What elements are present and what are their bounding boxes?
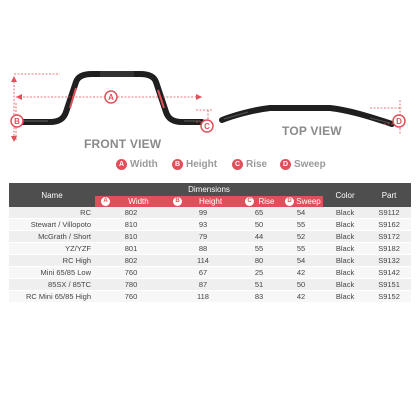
cell-name: RC <box>9 207 95 219</box>
table-row <box>9 243 411 255</box>
dimension-legend <box>0 159 420 173</box>
cell-height: 67 <box>167 267 239 279</box>
legend-badge-d: D <box>280 159 291 170</box>
subheader-label-rise: Rise <box>258 197 275 206</box>
subheader-sweep <box>279 196 323 207</box>
table-row <box>9 267 411 279</box>
marker-a <box>105 91 117 103</box>
cell-width: 802 <box>95 255 167 267</box>
cell-color: Black <box>323 231 367 243</box>
cell-sweep: 54 <box>279 207 323 219</box>
marker-d-letter: D <box>396 117 402 126</box>
cell-height: 88 <box>167 243 239 255</box>
cell-name: RC Mini 65/85 High <box>9 291 95 303</box>
cell-color: Black <box>323 219 367 231</box>
cell-name: Mini 65/85 Low <box>9 267 95 279</box>
cell-color: Black <box>323 279 367 291</box>
cell-width: 801 <box>95 243 167 255</box>
cell-height: 99 <box>167 207 239 219</box>
legend-label-width: Width <box>130 159 158 170</box>
cell-sweep: 55 <box>279 219 323 231</box>
header-name: Name <box>9 183 95 207</box>
cell-width: 810 <box>95 219 167 231</box>
cell-color: Black <box>323 255 367 267</box>
marker-c-letter: C <box>204 122 210 131</box>
legend-badge-b: B <box>172 159 183 170</box>
cell-height: 114 <box>167 255 239 267</box>
subheader-width <box>95 196 167 207</box>
legend-label-height: Height <box>186 159 218 170</box>
cell-part: S9151 <box>367 279 411 291</box>
legend-item-rise <box>232 159 267 170</box>
cell-width: 760 <box>95 267 167 279</box>
legend-badge-a: A <box>116 159 127 170</box>
subheader-badge-b: B <box>173 197 182 206</box>
cell-sweep: 42 <box>279 267 323 279</box>
cell-sweep: 55 <box>279 243 323 255</box>
subheader-badge-c: C <box>245 197 254 206</box>
cell-color: Black <box>323 243 367 255</box>
marker-b <box>11 115 23 127</box>
subheader-badge-d: D <box>285 197 294 206</box>
handlebar-diagram <box>0 0 420 180</box>
specs-table <box>9 183 411 303</box>
legend-item-width <box>116 159 158 170</box>
subheader-height <box>167 196 239 207</box>
cell-color: Black <box>323 291 367 303</box>
cell-name: 85SX / 85TC <box>9 279 95 291</box>
legend-label-rise: Rise <box>246 159 268 170</box>
table-row <box>9 207 411 219</box>
legend-item-height <box>172 159 217 170</box>
diagram-area <box>0 0 420 180</box>
cell-width: 760 <box>95 291 167 303</box>
legend-item-sweep <box>280 159 326 170</box>
legend-label-sweep: Sweep <box>294 159 326 170</box>
cell-rise: 55 <box>239 243 279 255</box>
cell-sweep: 54 <box>279 255 323 267</box>
header-dimensions: Dimensions <box>95 183 323 196</box>
cell-part: S9142 <box>367 267 411 279</box>
subheader-label-width: Width <box>128 197 149 206</box>
table-row <box>9 291 411 303</box>
cell-rise: 51 <box>239 279 279 291</box>
table-row <box>9 219 411 231</box>
cell-color: Black <box>323 267 367 279</box>
table-row <box>9 279 411 291</box>
cell-height: 93 <box>167 219 239 231</box>
subheader-label-height: Height <box>198 197 223 206</box>
cell-part: S9172 <box>367 231 411 243</box>
cell-part: S9132 <box>367 255 411 267</box>
marker-a-letter: A <box>108 93 114 102</box>
cell-name: Stewart / Villopoto <box>9 219 95 231</box>
table-row <box>9 255 411 267</box>
cell-rise: 80 <box>239 255 279 267</box>
cell-sweep: 52 <box>279 231 323 243</box>
marker-d <box>393 115 405 127</box>
cell-part: S9162 <box>367 219 411 231</box>
cell-rise: 65 <box>239 207 279 219</box>
cell-width: 802 <box>95 207 167 219</box>
marker-c <box>201 120 213 132</box>
top-view-label: TOP VIEW <box>282 124 342 138</box>
subheader-badge-a: A <box>101 197 110 206</box>
cell-rise: 83 <box>239 291 279 303</box>
header-color: Color <box>323 183 367 207</box>
cell-color: Black <box>323 207 367 219</box>
top-view-handlebar <box>222 108 392 124</box>
cell-name: YZ/YZF <box>9 243 95 255</box>
cell-width: 780 <box>95 279 167 291</box>
cell-part: S9152 <box>367 291 411 303</box>
cell-name: RC High <box>9 255 95 267</box>
cell-part: S9112 <box>367 207 411 219</box>
marker-b-letter: B <box>14 117 20 126</box>
legend-badge-c: C <box>232 159 243 170</box>
cell-name: McGrath / Short <box>9 231 95 243</box>
cell-sweep: 50 <box>279 279 323 291</box>
cell-rise: 50 <box>239 219 279 231</box>
cell-height: 87 <box>167 279 239 291</box>
front-view-label: FRONT VIEW <box>84 137 162 151</box>
specs-table-wrap <box>9 183 411 303</box>
cell-width: 810 <box>95 231 167 243</box>
cell-sweep: 42 <box>279 291 323 303</box>
cell-height: 118 <box>167 291 239 303</box>
front-view-dimension-lines <box>14 74 212 140</box>
header-part: Part <box>367 183 411 207</box>
cell-rise: 25 <box>239 267 279 279</box>
cell-height: 79 <box>167 231 239 243</box>
table-header-row <box>9 183 411 196</box>
subheader-rise <box>239 196 279 207</box>
table-row <box>9 231 411 243</box>
cell-rise: 44 <box>239 231 279 243</box>
cell-part: S9182 <box>367 243 411 255</box>
subheader-label-sweep: Sweep <box>296 197 321 206</box>
